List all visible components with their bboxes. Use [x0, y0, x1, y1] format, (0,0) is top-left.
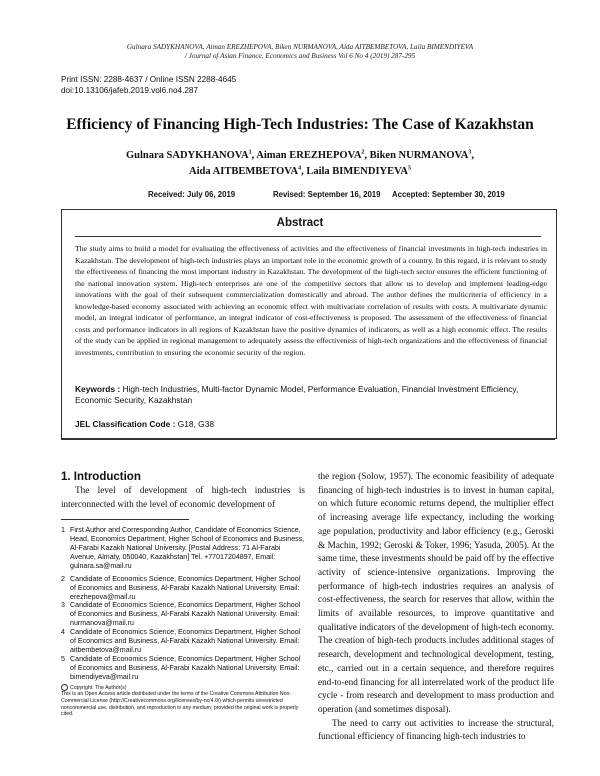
- author-affil-mark: 1: [248, 149, 252, 156]
- footnote-rule: [61, 519, 189, 520]
- running-header-journal: / Journal of Asian Finance, Economics and Business Vol 6 No 4 (2019) 287-295: [184, 52, 416, 60]
- intro-right-column: [318, 470, 554, 744]
- issn-block: [61, 74, 236, 96]
- keywords-label: Keywords :: [75, 384, 121, 394]
- footnote-1: 1 First Author and Corresponding Author, Candidate of Economics Science, Head, Economics Department, Higher School of Economics and Business, Al-Farabi Kazakh National University. [Postal Address: 71 Al-Farabi Avenue, Almaty, 050040, Kazakhstan] Tel. +77017204897, Email: gulnara.sa@mail.ru: [61, 526, 305, 570]
- footnote-4: 4 Candidate of Economics Science, Economics Department, Higher School of Economics and Business, Al-Farabi Kazakh National University. Email: aitbembetova@mail.ru: [61, 628, 301, 654]
- author-affil-mark: 3: [468, 149, 472, 156]
- jel-list: G18, G38: [175, 419, 215, 429]
- revised-date: Revised: September 16, 2019: [273, 190, 381, 199]
- copyright-icon: [61, 684, 68, 691]
- author-name: Laila BIMENDIYEVA: [306, 166, 408, 177]
- copyright-line: Copyright: The Author(s): [61, 684, 305, 691]
- intro-left-text: The level of development of high-tech industries is interconnected with the level of economic development of: [61, 485, 305, 509]
- section-heading-introduction: 1. Introduction: [61, 471, 141, 483]
- paper-title: Efficiency of Financing High-Tech Industries: The Case of Kazakhstan: [66, 116, 534, 133]
- jel-codes: [75, 419, 214, 429]
- doi-line: doi:10.13106/jafeb.2019.vol6.no4.287: [61, 86, 199, 95]
- copyright-block: [61, 684, 305, 718]
- keywords-list: High-tech Industries, Multi-factor Dynamic Model, Performance Evaluation, Financial Investment Efficiency, Economic Security, Kazakhstan: [75, 384, 519, 405]
- footnote-5: 5 Candidate of Economics Science, Economics Department, Higher School of Economics and Business, Al-Farabi Kazakh National University. Email: bimendiyeva@mail.ru: [61, 655, 301, 681]
- author-affil-mark: 2: [361, 149, 365, 156]
- abstract-heading: Abstract: [276, 217, 324, 229]
- footnote-2: 2 Candidate of Economics Science, Economics Department, Higher School of Economics and Business, Al-Farabi Kazakh National University. Email: erezhepova@mail.ru: [61, 575, 301, 601]
- intro-paragraph: the region (Solow, 1957). The economic feasibility of adequate financing of high-tech industries is to invest in human capital, on which future economic returns depend, the multiplier effect of increasing average life expectancy, including the working age population, productivity and labor efficiency (e.g., Geroski & Machin, 1992; Geroski & Toker, 1996; Yasuda, 2005). At the same time, these investments should be paid off by the effective activity of science-intensive organizations. Improving the performance of high-tech industries requires an analysis of cost-effectiveness, the search for reserves that allow, within the limits of available resources, to improve quantitative and qualitative indicators of the development of high-tech economy. The creation of high-tech products includes additional stages of research, development and technological development, testing, etc., carried out in a certain sequence, and therefore requires end-to-end financing for all interrelated work of the product life cycle - from research and development to mass production and operation (and sometimes disposal).: [318, 471, 554, 714]
- author-name: Biken NURMANOVA: [369, 150, 469, 161]
- author-affil-mark: 4: [298, 165, 302, 172]
- author-name: Aida AITBEMBETOVA: [189, 166, 299, 177]
- section-divider: [61, 439, 555, 440]
- author-line-1: Gulnara SADYKHANOVA$^1$, Aiman EREZHEPOVA$^2$, Biken NURMANOVA$^3$,: [126, 149, 474, 161]
- running-header-authors: Gulnara SADYKHANOVA, Aiman EREZHEPOVA, Biken NURMANOVA, Aida AITBEMBETOVA, Laila BIMENDIYEVA: [126, 43, 474, 51]
- author-affil-mark: 5: [407, 165, 411, 172]
- author-line-2: Aida AITBEMBETOVA$^4$, Laila BIMENDIYEVA$^5$: [189, 165, 411, 177]
- issn-line: Print ISSN: 2288-4637 / Online ISSN 2288-4645: [61, 75, 237, 84]
- author-name: Gulnara SADYKHANOVA: [126, 150, 249, 161]
- intro-paragraph: The need to carry out activities to increase the structural, functional efficiency of financing high-tech industries to: [318, 717, 554, 742]
- keywords: [75, 384, 545, 406]
- author-name: Aiman EREZHEPOVA: [256, 150, 362, 161]
- license-text: This is an Open Access article distributed under the terms of the Creative Commons Attribution Non-Commercial License (http://Creativecommons.org/licenses/by-nc/4.0/) which permits unrestricted noncommercial use, distribution, and reproduction in any medium, provided the original work is properly cited.: [61, 691, 299, 718]
- accepted-date: Accepted: September 30, 2019: [392, 190, 505, 199]
- abstract-heading-rule: [75, 236, 541, 237]
- abstract-text: The study aims to build a model for evaluating the effectiveness of activities and the effectiveness of financial investments in high-tech industries in Kazakhstan. The development of high-tech industries plays an important role in the economic growth of a country. In this regard, it is relevant to study the effectiveness of financing the most important industry in Kazakhstan. The development of the high-tech sector ensures the efficient functioning of the national innovation system. High-tech enterprises are one of the competitive sectors that allow us to develop and implement leading-edge innovations with the goal of their subsequent commercialization domestically and abroad. The author defines the multicriteria of efficiency in a knowledge-based economy associated with achieving an economic effect with multivariate correlation of results with costs. A multivariate dynamic model, an integral indicator of performance, an integral indicator of cost-effectiveness is proposed. The assessment of the effectiveness of financial costs and performance indicators in all regions of Kazakhstan have the positive dynamics of indicators, as well as a high economic effect. The results of the study can be applied in regional management to adequately assess the effectiveness of high-tech organizations and the effectiveness of financial investments, contribution to ensuring the economic security of the region.: [75, 244, 547, 357]
- received-date: Received: July 06, 2019: [148, 190, 236, 199]
- jel-label: JEL Classification Code :: [75, 419, 176, 429]
- footnote-3: 3 Candidate of Economics Science, Economics Department, Higher School of Economics and Business, Al-Farabi Kazakh National University. Email: nurmanova@mail.ru: [61, 601, 301, 627]
